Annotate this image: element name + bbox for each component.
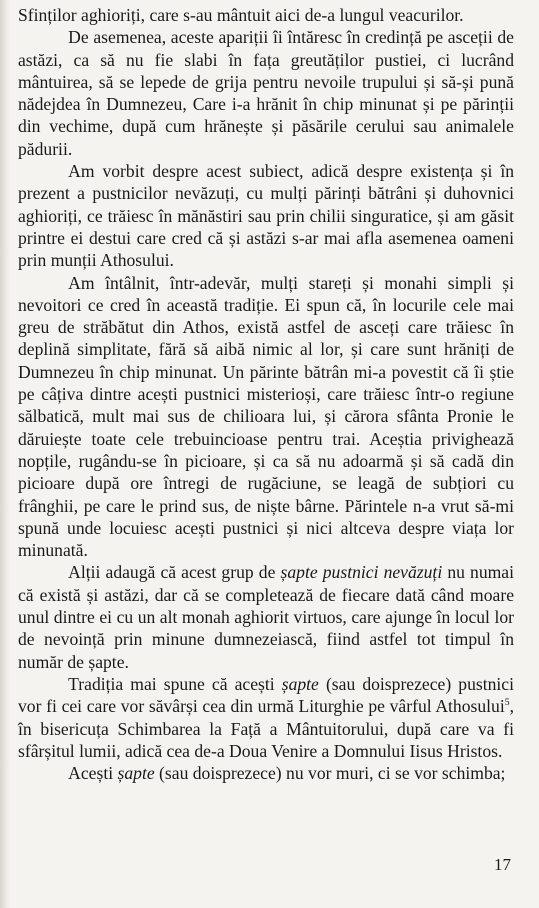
paragraph-4: Am întâlnit, într-adevăr, mulți stareți și monahi simpli și nevoitori ce cred în această tradiție. Ei spun că, în locurile cele mai greu de străbătut din Athos, există astfel de asceți care trăiesc în deplină simplitate, fără să aibă nimic al lor, și care sunt hrăniți de Dumnezeu în chip minunat. Un părinte bătrân mi-a povestit că îi știe pe câțiva dintre acești pustnici misterioși, care trăiesc într-o regiune sălbatică, mult mai sus de chilioara lui, și cărora sfânta Pronie le dăruiește toate cele trebuincioase pentru trai. Aceștia privighează nopțile, rugându-se în picioare, și ca să nu adoarmă și să cadă din picioare după ore întregi de rugăciune, se leagă de subțiori cu frânghii, pe care le prind sus, de niște bârne. Părintele n-a vrut să-mi spună unde locuiesc acești pustnici și nici altceva despre viața lor minunată. <box>18 272 514 561</box>
paragraph-6-italic: șapte <box>281 673 319 694</box>
paragraph-7-part-1: Acești <box>68 763 118 784</box>
footnote-marker: 5 <box>504 697 510 709</box>
paragraph-5 <box>18 561 514 672</box>
paragraph-2: De asemenea, aceste apariții îi întăresc în credință pe asceții de astăzi, ca să nu fie slabi în fața greutăților pustiei, ci lucrând mântuirea, să se lepede de grija pentru nevoile trupului și să-și pună nădejdea în Dumnezeu, Care i-a hrănit în chip minunat și pe părinții din vechime, după cum hrănește și păsările cerului sau animalele pădurii. <box>18 27 514 159</box>
page-number: 17 <box>494 855 511 874</box>
paragraph-5-part-2: nu numai că există și astăzi, dar că se completează de fiecare dată când moare unul dintre ei cu un alt monah aghiorit virtuos, care ajunge în locul lor de nevoință prin minune dumnezeiască, fiind astfel tot timpul în număr de șapte. <box>18 562 515 672</box>
paragraph-7-part-2: (sau doisprezece) nu vor muri, ci se vor schimba; <box>154 763 506 784</box>
paragraph-5-italic: șapte pustnici nevăzuți <box>280 562 443 583</box>
paragraph-3: Am vorbit despre acest subiect, adică despre existența și în prezent a pustnicilor nevăzuți, cu mulți părinți bătrâni și duhovnici aghioriți, ce trăiesc în mănăstiri sau prin chilii singuratice, și am găsit printre ei destui care cred că și astăzi s-ar mai afla asemenea oameni prin munții Athosului. <box>18 161 514 271</box>
paragraph-1-continuation: Sfinților aghioriți, care s-au mântuit aici de-a lungul veacurilor. <box>18 5 464 25</box>
paragraph-7-italic: șapte <box>117 763 155 784</box>
paragraph-7 <box>18 762 514 784</box>
paragraph-6-part-2: (sau doisprezece) pustnici vor fi cei care vor săvârși cea din urmă Liturghie pe vârful Athosului <box>18 673 515 717</box>
paragraph-6-part-1: Tradiția mai spune că acești <box>68 673 282 694</box>
paragraph-6 <box>18 673 514 762</box>
paragraph-5-part-1: Alții adaugă că acest grup de <box>68 562 281 583</box>
page-gutter <box>0 0 10 908</box>
body-text <box>18 4 514 784</box>
paragraph-6-part-3: , în bisericuța Schimbarea la Față a Mântuitorului, după care va fi sfârșitul lumii, adică cea de-a Doua Venire a Domnului Iisus Hristos. <box>18 696 514 761</box>
